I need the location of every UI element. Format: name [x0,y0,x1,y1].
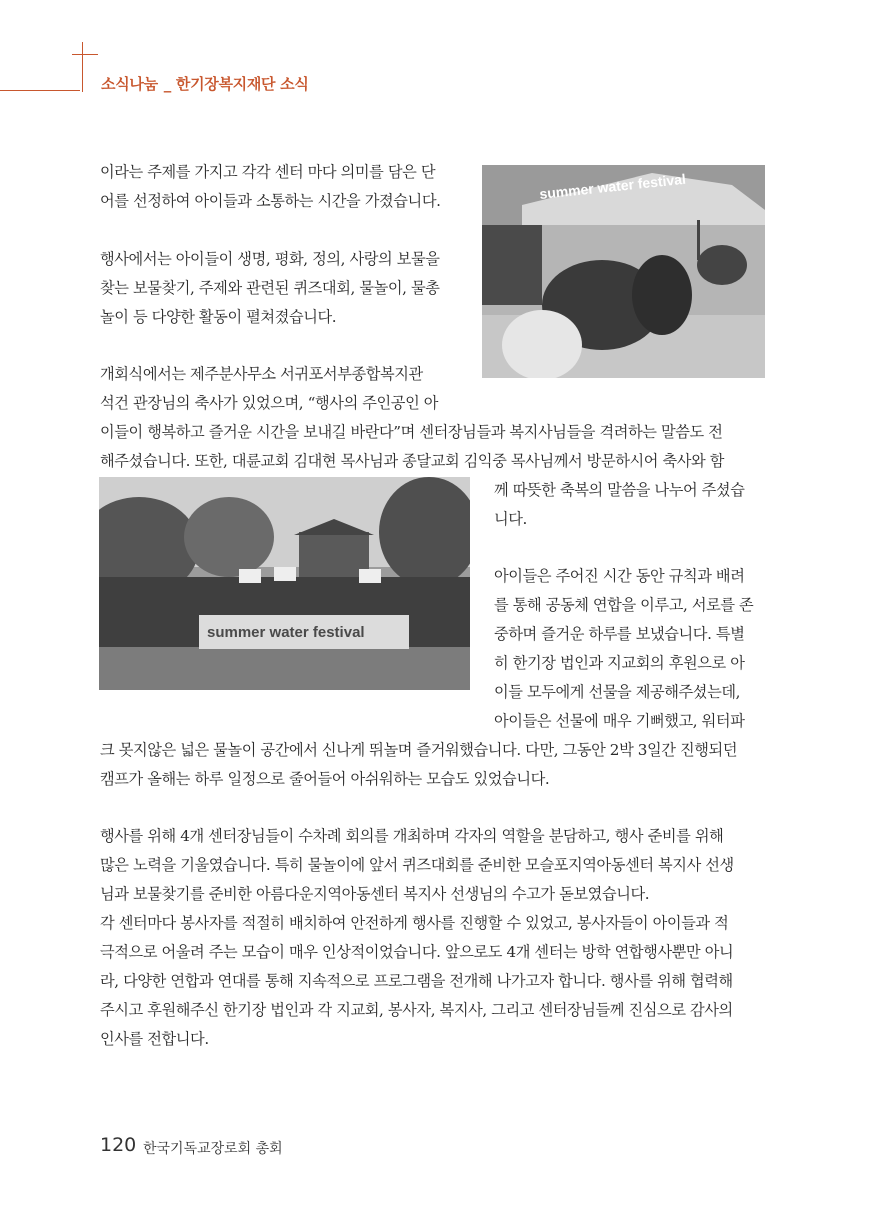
text-line-3: 행사에서는 아이들이 생명, 평화, 정의, 사랑의 보물을 [100,250,440,268]
text-line-23: 각 센터마다 봉사자를 적절히 배치하여 안전하게 행사를 진행할 수 있었고, 봉사자들이 아이들과 적 [100,914,729,932]
text-line-10: 께 따뜻한 축복의 말씀을 나누어 주셨습 [494,481,745,499]
text-line-19: 캠프가 올해는 하루 일정으로 줄어들어 아쉬워하는 모습도 있었습니다. [100,770,550,788]
text-line-14: 중하며 즐거운 하루를 보냈습니다. 특별 [494,625,745,643]
text-line-13: 를 통해 공동체 연합을 이루고, 서로를 존 [494,596,754,614]
text-line-21: 많은 노력을 기울였습니다. 특히 물놀이에 앞서 퀴즈대회를 준비한 모슬포지역아동센터 복지사 선생 [100,856,734,874]
text-line-4: 찾는 보물찾기, 주제와 관련된 퀴즈대회, 물놀이, 물총 [100,279,440,297]
photo-water-play [482,165,765,378]
page-number: 120 [100,1134,137,1156]
text-line-27: 인사를 전합니다. [100,1030,209,1048]
text-line-22: 님과 보물찾기를 준비한 아름다운지역아동센터 복지사 선생님의 수고가 돋보였습니다. [100,885,650,903]
text-line-1: 이라는 주제를 가지고 각각 센터 마다 의미를 담은 단 [100,163,436,181]
photo2-banner-text: summer water festival [207,624,365,641]
text-line-9: 해주셨습니다. 또한, 대륜교회 김대현 목사님과 종달교회 김익중 목사님께서 방문하시어 축사와 함 [100,452,724,470]
text-line-25: 라, 다양한 연합과 연대를 통해 지속적으로 프로그램을 전개해 나가고자 합니다. 행사를 위해 협력해 [100,972,733,990]
header-rule [0,90,80,91]
text-line-11: 니다. [494,510,527,528]
text-line-2: 어를 선정하여 아이들과 소통하는 시간을 가졌습니다. [100,192,441,210]
text-line-16: 이들 모두에게 선물을 제공해주셨는데, [494,683,741,701]
text-line-7: 석건 관장님의 축사가 있었으며, “행사의 주인공인 아 [100,394,439,412]
photo1-banner-text: summer water festival [538,170,687,202]
text-line-12: 아이들은 주어진 시간 동안 규칙과 배려 [494,567,745,585]
section-subtitle: _ 한기장복지재단 소식 [163,75,309,93]
text-line-6: 개회식에서는 제주분사무소 서귀포서부종합복지관 [100,365,423,383]
text-line-26: 주시고 후원해주신 한기장 법인과 각 지교회, 봉사자, 복지사, 그리고 센터장님들께 진심으로 감사의 [100,1001,733,1019]
section-title: 소식나눔 [101,75,158,93]
photo-group [99,477,470,690]
text-line-20: 행사를 위해 4개 센터장님들이 수차례 회의를 개최하며 각자의 역할을 분담하고, 행사 준비를 위해 [100,827,724,845]
text-line-17: 아이들은 선물에 매우 기뻐했고, 워터파 [494,712,745,730]
text-line-24: 극적으로 어울려 주는 모습이 매우 인상적이었습니다. 앞으로도 4개 센터는 방학 연합행사뿐만 아니 [100,943,734,961]
text-line-18: 크 못지않은 넓은 물놀이 공간에서 신나게 뛰놀며 즐거워했습니다. 다만, 그동안 2박 3일간 진행되던 [100,741,738,759]
publication-name: 한국기독교장로회 총회 [143,1141,283,1157]
header-cross-vertical [82,42,83,92]
text-line-5: 놀이 등 다양한 활동이 펼쳐졌습니다. [100,308,337,326]
text-line-15: 히 한기장 법인과 지교회의 후원으로 아 [494,654,745,672]
text-line-8: 이들이 행복하고 즐거운 시간을 보내길 바란다”며 센터장님들과 복지사님들을 격려하는 말씀도 전 [100,423,723,441]
section-header [101,73,315,94]
header-cross-horizontal [72,54,98,55]
